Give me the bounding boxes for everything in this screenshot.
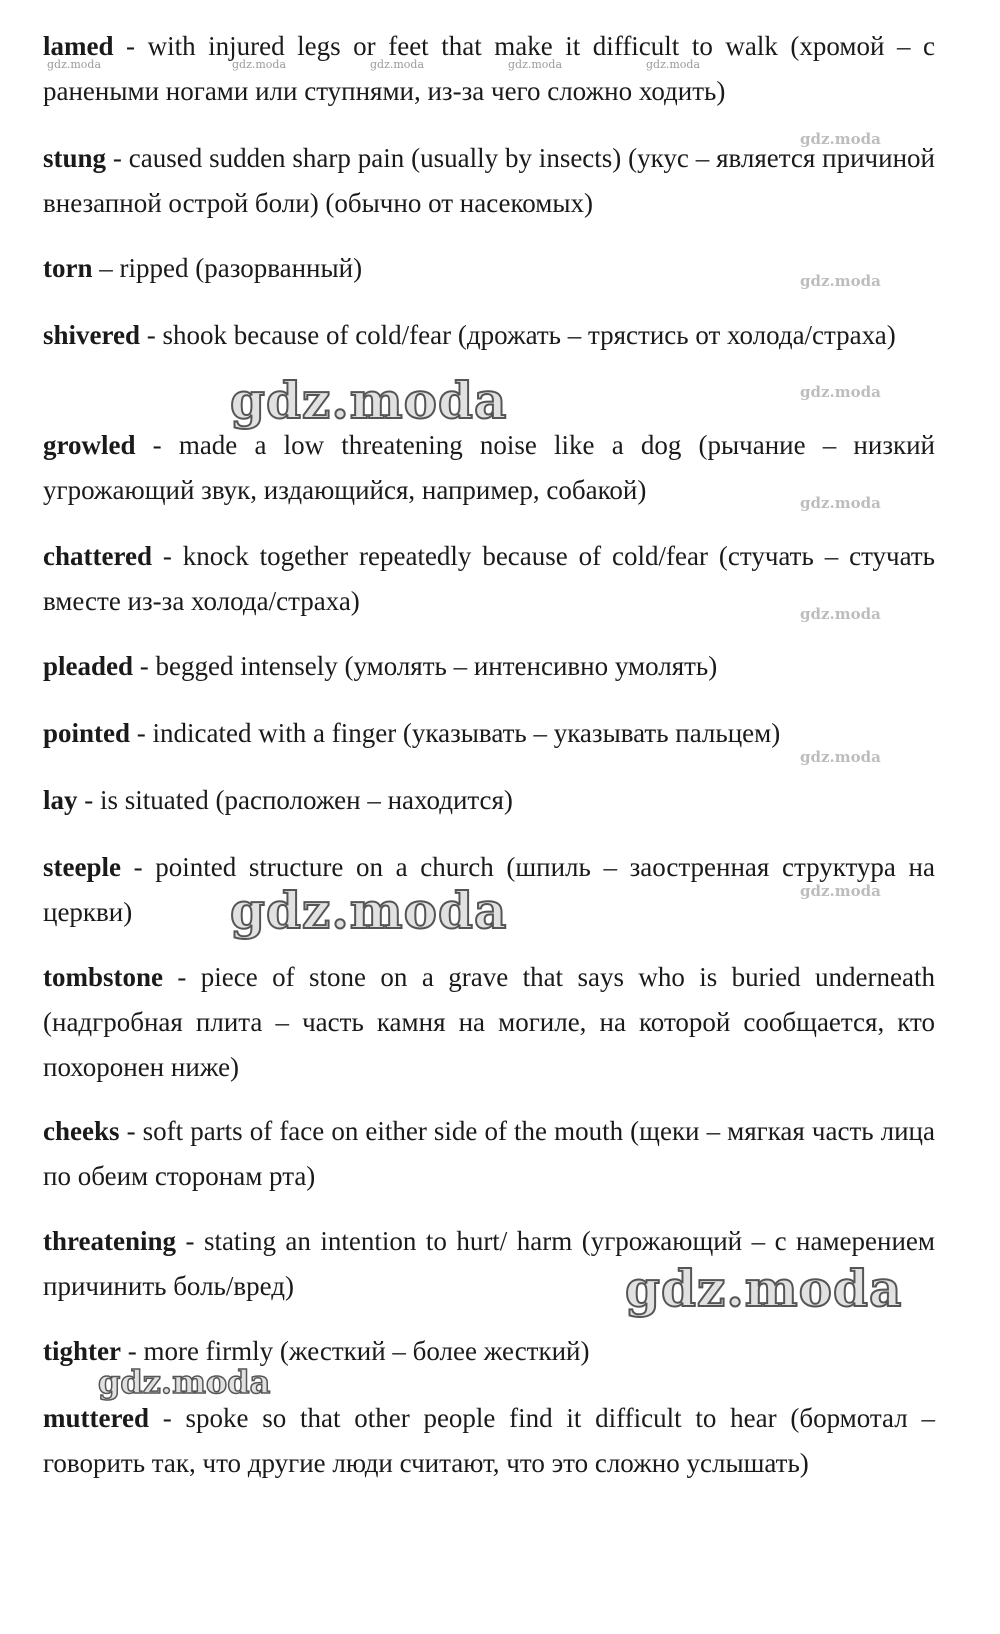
entry-term: tighter (43, 1336, 121, 1366)
watermark-logo: gdz.moda (98, 1363, 271, 1401)
entry-definition: - begged intensely (умолять – интенсивно умолять) (133, 651, 718, 681)
watermark-logo: gdz.moda (800, 494, 881, 512)
watermark-logo: gdz.moda (800, 130, 881, 148)
entry-term: lamed (43, 31, 114, 61)
entry-term: pleaded (43, 651, 134, 681)
entry-term: growled (43, 430, 136, 460)
entry-definition: - caused sudden sharp pain (usually by insects) (укус – является причиной внезапной острой боли) (обычно от насекомых) (43, 143, 935, 218)
entry-term: lay (43, 785, 78, 815)
watermark-logo: gdz.moda (800, 882, 881, 900)
glossary-entry-pleaded (43, 644, 935, 689)
entry-term: tombstone (43, 962, 163, 992)
entry-definition: - is situated (расположен – находится) (77, 785, 513, 815)
entry-definition: - stating an intention to hurt/ harm (угрожающий – с намерением причинить боль/вред) (43, 1226, 935, 1301)
glossary-entry-tombstone (43, 955, 935, 1090)
watermark-logo: gdz.moda (625, 1259, 903, 1318)
entry-term: steeple (43, 852, 121, 882)
entry-definition: - pointed structure on a church (шпиль – заостренная структура на церкви) (43, 852, 935, 927)
watermark-logo: gdz.moda (800, 272, 881, 290)
watermark-logo: gdz.moda (230, 371, 508, 430)
watermark-logo: gdz.moda (646, 58, 701, 71)
entry-definition: - made a low threatening noise like a dog (рычание – низкий угрожающий звук, издающийся, например, собакой) (43, 430, 935, 505)
entry-term: torn (43, 253, 93, 283)
watermark-logo: gdz.moda (47, 58, 102, 71)
watermark-logo: gdz.moda (508, 58, 563, 71)
entry-definition: - indicated with a finger (указывать – указывать пальцем) (130, 718, 781, 748)
entry-definition: - with injured legs or feet that make it difficult to walk (хромой – с ранеными ногами или ступнями, из-за чего сложно ходить) (43, 31, 935, 106)
glossary-entry-shivered (43, 313, 935, 358)
watermark-logo: gdz.moda (230, 881, 508, 940)
entry-term: muttered (43, 1403, 149, 1433)
entry-term: stung (43, 143, 107, 173)
watermark-logo: gdz.moda (800, 383, 881, 401)
entry-definition: - soft parts of face on either side of the mouth (щеки – мягкая часть лица по обеим сторонам рта) (43, 1116, 935, 1191)
glossary-entry-cheeks (43, 1109, 935, 1199)
entry-definition: - knock together repeatedly because of cold/fear (стучать – стучать вместе из-за холода/страха) (43, 541, 935, 616)
entry-term: pointed (43, 718, 131, 748)
entry-term: cheeks (43, 1116, 120, 1146)
entry-definition: - spoke so that other people find it difficult to hear (бормотал – говорить так, что другие люди считают, что это сложно услышать) (43, 1403, 935, 1478)
entry-term: shivered (43, 320, 141, 350)
entry-definition: - shook because of cold/fear (дрожать – трястись от холода/страха) (140, 320, 896, 350)
glossary-entry-lamed (43, 24, 935, 114)
entry-definition: – ripped (разорванный) (92, 253, 363, 283)
watermark-logo: gdz.moda (370, 58, 425, 71)
watermark-logo: gdz.moda (800, 605, 881, 623)
entry-definition: - more firmly (жесткий – более жесткий) (120, 1336, 590, 1366)
watermark-logo: gdz.moda (800, 748, 881, 766)
glossary-entry-muttered (43, 1396, 935, 1486)
glossary-entry-stung (43, 136, 935, 226)
entry-term: threatening (43, 1226, 176, 1256)
entry-term: chattered (43, 541, 152, 571)
glossary-entry-lay (43, 778, 935, 823)
entry-definition: - piece of stone on a grave that says who is buried underneath (надгробная плита – часть камня на могиле, на которой сообщается, кто похоронен ниже) (43, 962, 935, 1082)
watermark-logo: gdz.moda (232, 58, 287, 71)
